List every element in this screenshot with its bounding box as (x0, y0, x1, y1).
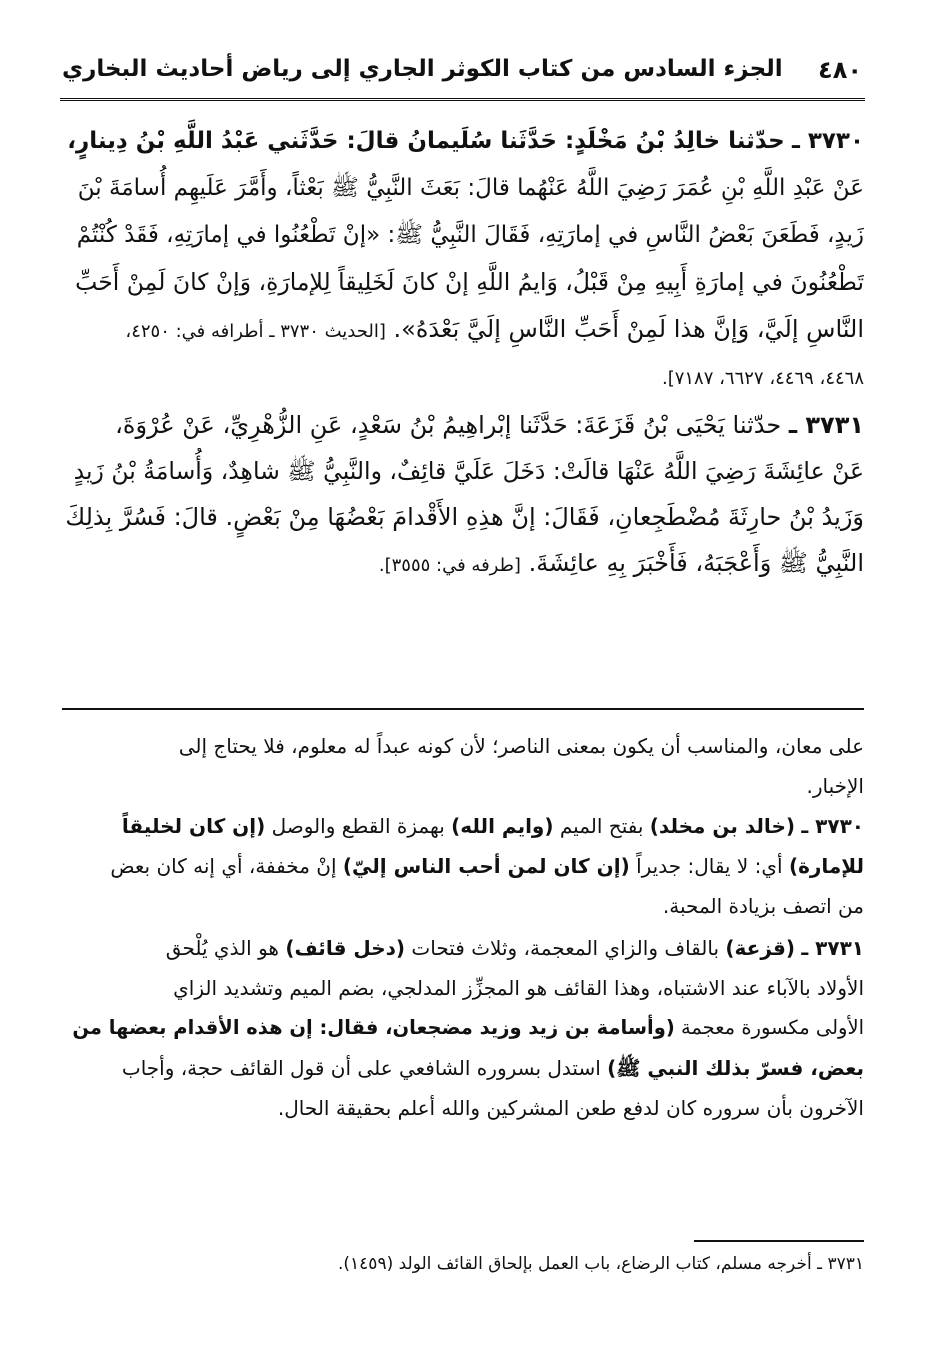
commentary-3730 (64, 806, 864, 926)
hadith-line: تَطْعُنُونَ في إمارَةِ أَبِيهِ مِنْ قَبْلُ، وَايمُ اللَّهِ إنْ كانَ لَخَلِيقاً لِلإمارَةِ، وَإنْ كانَ لَمِنْ أَحَبِّ (75, 268, 864, 296)
hadith-line: زَيدٍ، فَطَعَنَ بَعْضُ النَّاسِ في إمارَتِهِ، فَقَالَ النَّبِيُّ ﷺ: «إنْ تَطْعُنُوا في إمارَتِهِ، فَقَدْ كُنْتُمْ (76, 222, 864, 248)
commentary-text: بفتح الميم (559, 814, 644, 838)
hadith-line: وَزَيدُ بْنُ حارِثَةَ مُضْطَجِعانِ، فَقَالَ: إنَّ هذِهِ الأَقْدامَ بَعْضُهَا مِنْ بَعْضٍ. قالَ: فَسُرَّ بِذلِكَ (65, 503, 864, 531)
commentary-line: على معان، والمناسب أن يكون بمعنى الناصر؛ لأن كونه عبداً له معلوم، فلا يحتاج إلى (178, 734, 864, 758)
hadith-number: ٣٧٣١ ـ (788, 411, 864, 439)
commentary-line (64, 1008, 864, 1048)
hadith-text: حدّثنا خالِدُ بْنُ مَخْلَدٍ: حَدَّثَنا سُلَيمانُ قالَ: حَدَّثَني عَبْدُ اللَّهِ بْنُ دِينارٍ، (67, 128, 785, 154)
commentary-text: بهمزة القطع والوصل (271, 814, 445, 838)
commentary-text: بالقاف والزاي المعجمة، وثلاث فتحات (411, 936, 720, 960)
commentary-3731 (64, 928, 864, 1128)
cross-reference: ٤٤٦٨، ٤٤٦٩، ٦٦٢٧، ٧١٨٧]. (661, 368, 864, 389)
cross-reference: [طرفه في: ٣٥٥٥]. (378, 555, 521, 576)
quoted-term: (وايم الله) (451, 814, 554, 838)
quoted-term: (دخل قائف) (285, 936, 406, 960)
hadith-line (64, 402, 864, 448)
commentary-line (64, 846, 864, 886)
commentary-text: الأولى مكسورة معجمة (680, 1016, 864, 1039)
commentary-text: استدل بسروره الشافعي على أن قول القائف حجة، وأجاب (121, 1056, 601, 1080)
quoted-term: (قزعة) (725, 936, 795, 960)
hadith-line (64, 540, 864, 589)
quoted-term: بعض، فسرّ بذلك النبي ﷺ) (607, 1056, 864, 1080)
takhrij-footnote: ٣٧٣١ ـ أخرجه مسلم، كتاب الرضاع، باب العمل بإلحاق القائف الولد (١٤٥٩). (338, 1254, 864, 1274)
hadith-text: حدّثنا يَحْيَى بْنُ قَزَعَةَ: حَدَّثَنا إبْراهِيمُ بْنُ سَعْدٍ، عَنِ الزُّهْرِيِّ، عَنْ عُرْوَةَ، (115, 411, 782, 439)
quoted-term: (إن كان لخليقاً (121, 814, 266, 838)
hadith-3730 (64, 118, 864, 402)
takhrij-rule (694, 1240, 864, 1242)
hadith-number: ٣٧٣٠ ـ (791, 128, 864, 154)
commentary-line (64, 928, 864, 968)
running-title: الجزء السادس من كتاب الكوثر الجاري إلى رياض أحاديث البخاري (62, 56, 783, 82)
commentary-rule (62, 708, 864, 710)
commentary-line: الآخرون بأن سروره كان لدفع طعن المشركين والله أعلم بحقيقة الحال. (277, 1096, 864, 1120)
quoted-term: (خالد بن مخلد) (649, 814, 795, 838)
header-rule (60, 98, 865, 101)
hadith-line: عَنْ عَبْدِ اللَّهِ بْنِ عُمَرَ رَضِيَ اللَّهُ عَنْهُما قالَ: بَعَثَ النَّبِيُّ ﷺ بَعْثاً، وأَمَّرَ عَلَيهِم أُسامَةَ بْنَ (77, 175, 864, 201)
commentary-text: إنْ مخففة، أي إنه كان بعض (110, 854, 337, 878)
hadith-text: النَّاسِ إلَيَّ، وَإنَّ هذا لَمِنْ أَحَبِّ النَّاسِ إلَيَّ بَعْدَهُ». (393, 315, 864, 343)
note-number: ٣٧٣١ ـ (801, 936, 864, 960)
quoted-term: (إن كان لمن أحب الناس إليّ) (342, 854, 630, 878)
commentary-intro (64, 726, 864, 806)
hadith-line (64, 118, 864, 165)
cross-reference: [الحديث ٣٧٣٠ ـ أطرافه في: ٤٢٥٠، (125, 321, 386, 342)
commentary-text: أي: لا يقال: جديراً (636, 854, 783, 878)
commentary-line: الإخبار. (806, 774, 864, 798)
hadith-line: عَنْ عائِشَةَ رَضِيَ اللَّهُ عَنْهَا قالَتْ: دَخَلَ عَلَيَّ قائِفٌ، والنَّبِيُّ ﷺ شاهِدٌ، وَأُسامَةُ بْنُ زَيدٍ (73, 457, 864, 485)
hadith-3731 (64, 402, 864, 589)
note-number: ٣٧٣٠ ـ (801, 814, 864, 838)
page-header (62, 50, 862, 96)
quoted-term: (وأسامة بن زيد وزيد مضجعان، فقال: إن هذه الأقدام بعضها من (72, 1016, 675, 1039)
commentary-line (64, 1048, 864, 1088)
hadith-line (64, 306, 864, 355)
page-number: ٤٨٠ (818, 56, 862, 84)
hadith-text: النَّبِيُّ ﷺ وَأَعْجَبَهُ، فَأَخْبَرَ بِهِ عائِشَةَ. (528, 549, 864, 577)
quoted-term: للإمارة) (788, 854, 864, 878)
commentary-line: من اتصف بزيادة المحبة. (662, 894, 864, 918)
commentary-text: هو الذي يُلْحق (165, 936, 279, 960)
commentary-line: الأولاد بالآباء عند الاشتباه، وهذا القائف هو المجزِّز المدلجي، بضم الميم وتشديد الزاي (173, 976, 864, 1000)
commentary-line (64, 806, 864, 846)
